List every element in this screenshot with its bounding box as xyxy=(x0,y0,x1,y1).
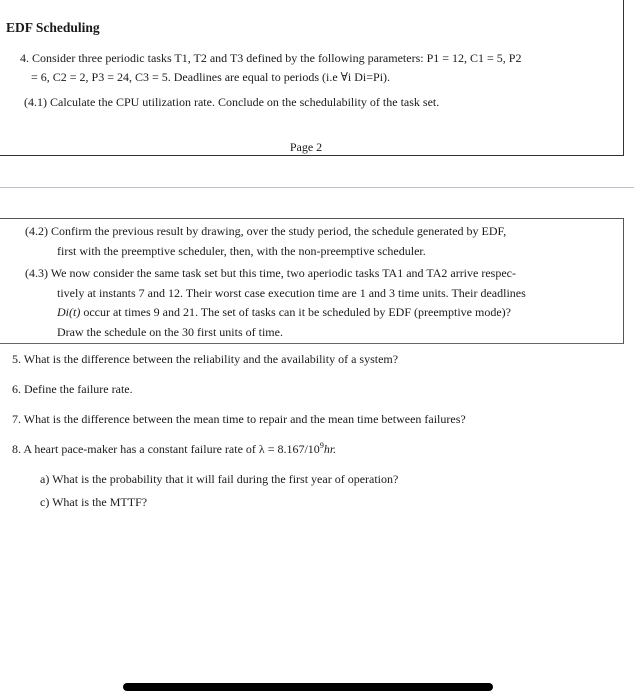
q4-3-line4: Draw the schedule on the 30 first units of time. xyxy=(57,325,283,339)
page-number: Page 2 xyxy=(289,140,323,154)
question-8-unit: hr. xyxy=(323,442,337,456)
page-1-bottom xyxy=(0,0,624,156)
q4-3-line2: tively at instants 7 and 12. Their worst case execution time are 1 and 3 time units. Their deadlines xyxy=(57,286,526,300)
page-separator xyxy=(0,187,634,188)
question-6: 6. Define the failure rate. xyxy=(12,382,133,396)
q4-2-line2: first with the preemptive scheduler, then, with the non-preemptive scheduler. xyxy=(57,244,426,258)
deadline-math: Di(t) xyxy=(57,305,81,319)
question-8 xyxy=(12,441,336,457)
question-8-text: 8. A heart pace-maker has a constant failure rate of λ = 8.167/10 xyxy=(12,442,320,456)
section-title: EDF Scheduling xyxy=(6,20,100,35)
home-indicator[interactable] xyxy=(123,683,493,691)
q4-2-line1: (4.2) Confirm the previous result by drawing, over the study period, the schedule generated by EDF, xyxy=(25,224,507,238)
question-8c: c) What is the MTTF? xyxy=(40,495,148,509)
q4-3-line3-rest: occur at times 9 and 21. The set of tasks can it be scheduled by EDF (preemptive mode)? xyxy=(80,305,511,319)
question-8a: a) What is the probability that it will fail during the first year of operation? xyxy=(40,472,399,486)
question-5: 5. What is the difference between the reliability and the availability of a system? xyxy=(12,352,399,366)
q4-line2: = 6, C2 = 2, P3 = 24, C3 = 5. Deadlines are equal to periods (i.e ∀i Di=Pi). xyxy=(31,70,391,84)
question-8-exponent: 9 xyxy=(319,441,324,450)
question-7: 7. What is the difference between the mean time to repair and the mean time between failures? xyxy=(12,412,466,426)
q4-3-line1: (4.3) We now consider the same task set but this time, two aperiodic tasks TA1 and TA2 arrive respec- xyxy=(25,266,516,280)
q4-1-text: (4.1) Calculate the CPU utilization rate. Conclude on the schedulability of the task set. xyxy=(24,95,440,109)
q4-line1: 4. Consider three periodic tasks T1, T2 and T3 defined by the following parameters: P1 = 12, C1 = 5, P2 xyxy=(20,51,522,65)
q4-3-line3 xyxy=(57,305,511,320)
